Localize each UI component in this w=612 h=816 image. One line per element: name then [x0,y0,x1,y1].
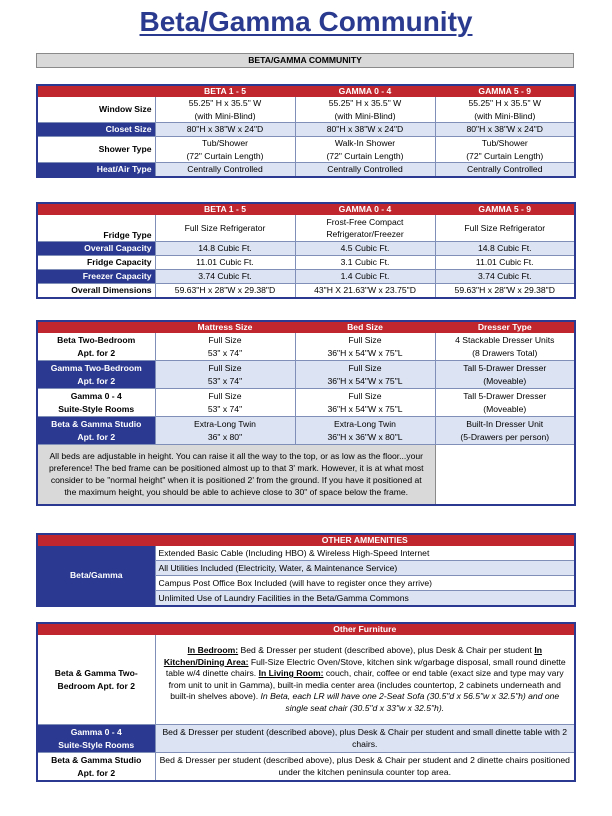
table-row [37,123,575,137]
kitchen-label: In Kitchen/Dining Area: [163,645,542,667]
row-label-two-bedroom: Beta & Gamma Two- Bedroom Apt. for 2 [37,635,155,725]
amenities-table [36,533,576,607]
table-row [37,137,575,163]
table-cell: Extra-Long Twin 36"H x 36"W x 80"L [295,417,435,445]
table-cell: 3.74 Cubic Ft. [435,270,575,284]
table-row [37,445,575,505]
row-label-gamma-suite: Gamma 0 - 4 Suite-Style Rooms [37,389,155,417]
table-cell: Full Size 53" x 74" [155,389,295,417]
table-cell: Centrally Controlled [295,163,435,177]
table-header-row [37,623,575,635]
row-label-studio: Beta & Gamma Studio Apt. for 2 [37,417,155,445]
table-cell: 59.63"H x 28"W x 29.38"D [155,284,295,298]
table-cell: 3.74 Cubic Ft. [155,270,295,284]
row-label-studio: Beta & Gamma Studio Apt. for 2 [37,753,155,782]
header-blank [37,85,155,97]
table-cell: 1.4 Cubic Ft. [295,270,435,284]
table-cell: Full Size 36"H x 54"W x 75"L [295,333,435,361]
row-label-fridge-type: Fridge Type [37,215,155,242]
table-cell: Walk-In Shower (72" Curtain Length) [295,137,435,163]
table-cell: 80"H x 38"W x 24"D [155,123,295,137]
table-row [37,256,575,270]
table-cell: 14.8 Cubic Ft. [435,242,575,256]
table-cell: 4.5 Cubic Ft. [295,242,435,256]
header-blank [37,203,155,215]
table-row [37,546,575,561]
bed-height-note: All beds are adjustable in height. You can raise it all the way to the top, or as low as the floor...your preference! The bed frame can be positioned almost up to that 3' mark. However, it is at what most consider to be "normal height" when it is positioned 2' from the ground. If you have it positioned at the maximum height, you should be able to achieve close to 30" of space below the frame. [37,445,435,505]
table-header-row [37,534,575,546]
table-cell: Full Size 53" x 74" [155,333,295,361]
table-row [37,333,575,361]
list-item: Campus Post Office Box Included (will have to register once they arrive) [155,576,575,591]
table-cell: Centrally Controlled [435,163,575,177]
row-label-overall-capacity: Overall Capacity [37,242,155,256]
header-gamma-5-9: GAMMA 5 - 9 [435,85,575,97]
living-room-label: In Living Room: [258,668,324,678]
row-label-gamma-two-bedroom: Gamma Two-Bedroom Apt. for 2 [37,361,155,389]
table-header-row [37,203,575,215]
table-cell: 43"H X 21.63"W x 23.75"D [295,284,435,298]
table-cell: Tub/Shower (72" Curtain Length) [435,137,575,163]
row-label-window-size: Window Size [37,97,155,123]
beds-table [36,320,576,506]
table-row [37,284,575,298]
table-cell: 80"H x 38"W x 24"D [295,123,435,137]
table-cell: Tub/Shower (72" Curtain Length) [155,137,295,163]
furniture-description: Bed & Dresser per student (described above), plus Desk & Chair per student and small dinette table with 2 chairs. [155,725,575,753]
furniture-description: In Bedroom: Bed & Dresser per student (described above), plus Desk & Chair per student In Kitchen/Dining Area: Full-Size Electric Oven/Stove, kitchen sink w/garbage disposal, small round dinette table w/4 dinette chairs. In Living Room: couch, chair, coffee or end table (exact size and type may vary from unit to unit in Gamma), built-in media center area (includes countertop, 2 cabinets underneath and built-in shelves above). In Beta, each LR will have one 2-Seat Sofa (30.5"d x 56.5"w x 32.5"h) and one single seat chair (30.5"d x 33"w x 32.5"h). [155,635,575,725]
community-banner: BETA/GAMMA COMMUNITY [36,53,574,68]
row-label-shower-type: Shower Type [37,137,155,163]
table-cell: Full Size 36"H x 54"W x 75"L [295,389,435,417]
row-label-overall-dimensions: Overall Dimensions [37,284,155,298]
table-row [37,725,575,753]
in-bedroom-label: In Bedroom: [187,645,239,655]
table-cell: 3.1 Cubic Ft. [295,256,435,270]
header-other-amenities: OTHER AMMENITIES [155,534,575,546]
table-row [37,242,575,256]
table-row [37,163,575,177]
header-gamma-0-4: GAMMA 0 - 4 [295,85,435,97]
list-item: Extended Basic Cable (Including HBO) & Wireless High-Speed Internet [155,546,575,561]
table-row [37,361,575,389]
table-cell: 59.63"H x 28"W x 29.38"D [435,284,575,298]
table-cell: Tall 5-Drawer Dresser (Moveable) [435,361,575,389]
table-cell: 14.8 Cubic Ft. [155,242,295,256]
header-dresser-type: Dresser Type [435,321,575,333]
row-label-gamma-suite: Gamma 0 - 4 Suite-Style Rooms [37,725,155,753]
page-title: Beta/Gamma Community [139,6,473,37]
table-row [37,635,575,725]
table-row [37,215,575,242]
header-beta-1-5: BETA 1 - 5 [155,85,295,97]
header-other-furniture: Other Furniture [155,623,575,635]
header-gamma-0-4: GAMMA 0 - 4 [295,203,435,215]
table-cell: Frost-Free Compact Refrigerator/Freezer [295,215,435,242]
table-cell: 11.01 Cubic Ft. [435,256,575,270]
table-cell: 55.25" H x 35.5" W (with Mini-Blind) [155,97,295,123]
row-label-fridge-capacity: Fridge Capacity [37,256,155,270]
table-header-row [37,85,575,97]
row-label-beta-two-bedroom: Beta Two-Bedroom Apt. for 2 [37,333,155,361]
room-sizes-table [36,84,576,178]
row-label-freezer-capacity: Freezer Capacity [37,270,155,284]
row-label-heat-air-type: Heat/Air Type [37,163,155,177]
table-cell: Centrally Controlled [155,163,295,177]
row-label-closet-size: Closet Size [37,123,155,137]
table-cell: Full Size Refrigerator [435,215,575,242]
table-cell: Built-In Dresser Unit (5-Drawers per person) [435,417,575,445]
table-cell: 4 Stackable Dresser Units (8 Drawers Total) [435,333,575,361]
table-cell: 55.25" H x 35.5" W (with Mini-Blind) [435,97,575,123]
list-item: Unlimited Use of Laundry Facilities in the Beta/Gamma Commons [155,591,575,606]
table-cell: Extra-Long Twin 36" x 80" [155,417,295,445]
table-cell: Full Size 36"H x 54"W x 75"L [295,361,435,389]
header-blank [37,534,155,546]
list-item: All Utilities Included (Electricity, Water, & Maintenance Service) [155,561,575,576]
table-row [37,417,575,445]
row-label-beta-gamma: Beta/Gamma [37,546,155,606]
header-blank [37,321,155,333]
table-row [37,389,575,417]
note-spacer [435,445,575,505]
header-gamma-5-9: GAMMA 5 - 9 [435,203,575,215]
table-row [37,270,575,284]
furniture-description: Bed & Dresser per student (described above), plus Desk & Chair per student and 2 dinette chairs positioned under the kitchen peninsula counter top area. [155,753,575,782]
table-cell: Tall 5-Drawer Dresser (Moveable) [435,389,575,417]
table-cell: 11.01 Cubic Ft. [155,256,295,270]
table-cell: Full Size Refrigerator [155,215,295,242]
header-mattress-size: Mattress Size [155,321,295,333]
table-cell: 55.25" H x 35.5" W (with Mini-Blind) [295,97,435,123]
table-cell: Full Size 53" x 74" [155,361,295,389]
header-beta-1-5: BETA 1 - 5 [155,203,295,215]
table-header-row [37,321,575,333]
table-row [37,97,575,123]
table-cell: 80"H x 38"W x 24"D [435,123,575,137]
table-row [37,753,575,782]
header-bed-size: Bed Size [295,321,435,333]
header-blank [37,623,155,635]
furniture-table [36,622,576,782]
fridge-table [36,202,576,299]
